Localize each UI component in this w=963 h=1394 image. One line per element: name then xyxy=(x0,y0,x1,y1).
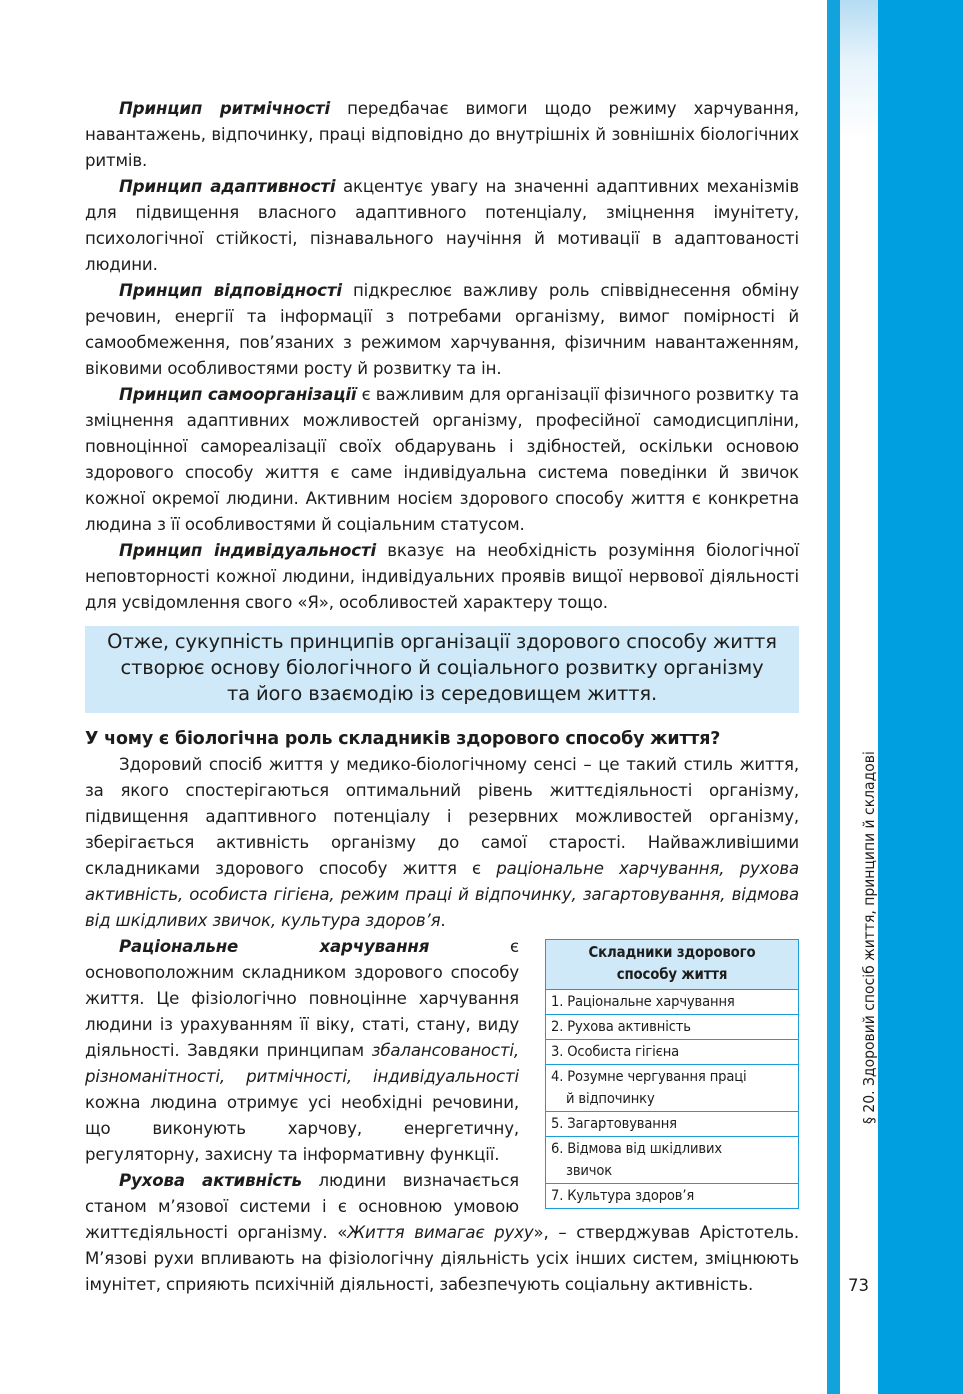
principle-text: є важливим для організації фізичного розвитку та зміцнення адаптивних можливостей організму, професійної самодисципліни, повноцінної самореалізації своїх обдарувань і здібностей, оскільки основою здорового способу життя є саме індивідуальна система поведінки й звичок кожної окремої людини. Активним носієм здорового способу життя є конкретна людина з її особливостями й соціальним статусом. xyxy=(85,385,799,534)
principle-paragraph xyxy=(85,382,799,538)
nutrition-text-end: кожна людина отримує усі необхідні речовини, що виконують харчову, енергетичну, регуляторну, захисну та інформативну функції. xyxy=(85,1093,519,1164)
principle-paragraph xyxy=(85,278,799,382)
table-row xyxy=(546,1040,799,1065)
page-content xyxy=(85,96,799,1298)
activity-text: людини визначається станом м’язової системи і є основною умовою життєдіяльності організму. « xyxy=(85,1171,519,1242)
table-cell xyxy=(546,1040,799,1065)
principle-text: передбачає вимоги щодо режиму харчування, навантажень, відпочинку, праці відповідно до внутрішніх й зовнішніх біологічних ритмів. xyxy=(85,99,799,170)
summary-line: та його взаємодію із середовищем життя. xyxy=(226,682,658,705)
table-cell xyxy=(546,1137,799,1184)
components-table xyxy=(545,939,799,1209)
principle-text: підкреслює важливу роль співвіднесення обміну речовин, енергії та інформації з потребами організму, вимог помірності й самообмеження, пов’язаних з режимом харчування, фізичним навантаженням, віковими особливостями росту й розвитку та ін. xyxy=(85,281,799,378)
table-cell xyxy=(546,1184,799,1209)
table-cell-text: 1. Раціональне харчування xyxy=(551,993,735,1010)
table-cell-continuation: звичок xyxy=(566,1162,613,1179)
table-header-line: Складники здорового xyxy=(588,944,756,961)
table-header-row xyxy=(546,940,799,990)
activity-text-end: », – стверджував Арістотель. М’язові рухи впливають на фізіологічну діяльність усіх інших систем, зміцнюють імунітет, сприяють психічній діяльності, забезпечують соціальну активність. xyxy=(85,1223,800,1294)
running-title: § 20. Здоровий спосіб життя, принципи й складові xyxy=(860,751,878,1124)
principle-term: Принцип індивідуальності xyxy=(119,541,376,560)
activity-term: Рухова активність xyxy=(119,1171,302,1190)
principle-term: Принцип адаптивності xyxy=(119,177,336,196)
table-header-line: способу життя xyxy=(616,966,728,983)
margin-band-light xyxy=(840,0,878,1394)
table-row xyxy=(546,1065,799,1112)
nutrition-text: є основоположним складником здорового способу життя. Це фізіологічно повноцінне харчування людини із урахуванням її віку, статі, стану, виду діяльності. Завдяки принципам xyxy=(85,937,519,1060)
table-cell-continuation: й відпочинку xyxy=(566,1090,655,1107)
table-cell-text: 5. Загартовування xyxy=(551,1115,677,1132)
table-cell-text: 7. Культура здоров’я xyxy=(551,1187,695,1204)
intro-text: Здоровий спосіб життя у медико-біологічному сенсі – це такий стиль життя, за якого спостерігаються оптимальний рівень життєдіяльності організму, підвищення адаптивного потенціалу і резервних можливостей організму, зберігається активність організму до самої старості. Найважливішими складниками здорового способу життя є xyxy=(85,755,799,878)
table-row xyxy=(546,990,799,1015)
table-cell-text: 4. Розумне чергування праці xyxy=(551,1068,747,1085)
table-cell xyxy=(546,1015,799,1040)
table-row xyxy=(546,1015,799,1040)
nutrition-principles-italic: збалансованості, різноманітності, ритмічності, індивідуальності xyxy=(85,1041,519,1086)
table-cell-text: 2. Рухова активність xyxy=(551,1018,691,1035)
principle-paragraph xyxy=(85,96,799,174)
table-row xyxy=(546,1137,799,1184)
principle-term: Принцип ритмічності xyxy=(119,99,330,118)
principle-text: вказує на необхідність розуміння біологічної неповторності кожної людини, індивідуальних проявів вищої нервової діяльності для усвідомлення свого «Я», особливостей характеру тощо. xyxy=(85,541,799,612)
table-row xyxy=(546,1184,799,1209)
intro-end: . xyxy=(440,911,446,930)
table-cell-text: 6. Відмова від шкідливих xyxy=(551,1140,722,1157)
principle-term: Принцип відповідності xyxy=(119,281,342,300)
summary-line: створює основу біологічного й соціального розвитку організму xyxy=(120,656,764,679)
principle-text: акцентує увагу на значенні адаптивних механізмів для підвищення власного адаптивного потенціалу, зміцнення імунітету, психологічної стійкості, пізнавального научіння й мотивації в адаптованості людини. xyxy=(85,177,799,274)
summary-line: Отже, сукупність принципів організації здорового способу життя xyxy=(107,630,777,653)
table-cell xyxy=(546,1112,799,1137)
section-heading: У чому є біологічна роль складників здорового способу життя? xyxy=(85,729,721,749)
nutrition-term: Раціональне харчування xyxy=(119,937,430,956)
margin-band-accent xyxy=(878,0,963,1394)
aristotle-quote: Життя вимагає руху xyxy=(347,1223,534,1242)
principle-paragraph xyxy=(85,538,799,616)
table-header xyxy=(546,940,799,990)
table-cell xyxy=(546,1065,799,1112)
principle-paragraph xyxy=(85,174,799,278)
table-row xyxy=(546,1112,799,1137)
intro-paragraph xyxy=(85,752,799,934)
intro-components-italic: раціональне харчування, рухова активність, особиста гігієна, режим праці й відпочинку, загартовування, відмова від шкідливих звичок, культура здоров’я xyxy=(85,859,799,930)
margin-band-strip xyxy=(827,0,840,1394)
page-number: 73 xyxy=(848,1276,869,1295)
table-cell-text: 3. Особиста гігієна xyxy=(551,1043,680,1060)
principle-term: Принцип самоорганізації xyxy=(119,385,357,404)
table-cell xyxy=(546,990,799,1015)
summary-box xyxy=(85,626,799,713)
